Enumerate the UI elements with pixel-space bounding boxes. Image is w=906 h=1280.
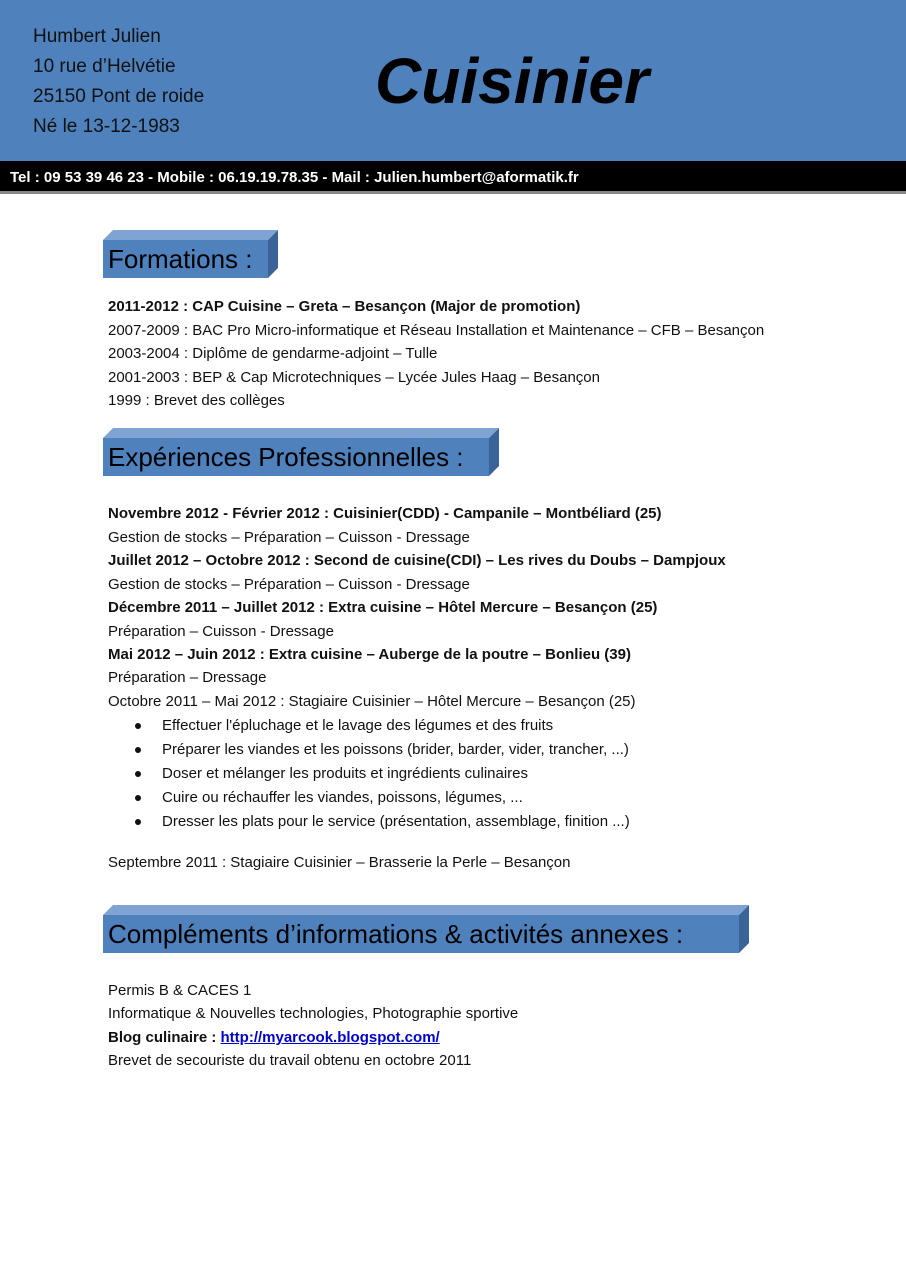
experience-tasks: Gestion de stocks – Préparation – Cuisson - Dressage xyxy=(108,576,470,593)
complements-heading-box xyxy=(103,905,749,953)
formation-item: 2001-2003 : BEP & Cap Microtechniques – Lycée Jules Haag – Besançon xyxy=(108,369,600,386)
experience-title: Septembre 2011 : Stagiaire Cuisinier – Brasserie la Perle – Besançon xyxy=(108,854,571,871)
bullet-icon xyxy=(135,795,141,801)
experiences-heading: Expériences Professionnelles : xyxy=(103,438,489,476)
interests-line: Informatique & Nouvelles technologies, Photographie sportive xyxy=(108,1005,519,1022)
box-top-face xyxy=(103,428,499,438)
internship-task-list xyxy=(108,714,630,834)
list-item xyxy=(108,714,630,738)
permis-line: Permis B & CACES 1 xyxy=(108,982,252,999)
job-title: Cuisinier xyxy=(375,45,649,117)
birth-date: Né le 13-12-1983 xyxy=(33,116,180,137)
list-item-text: Dresser les plats pour le service (présentation, assemblage, finition ...) xyxy=(162,813,630,830)
bullet-icon xyxy=(135,819,141,825)
formation-item: 2007-2009 : BAC Pro Micro-informatique et Réseau Installation et Maintenance – CFB – Besançon xyxy=(108,322,765,339)
blog-link[interactable]: http://myarcook.blogspot.com/ xyxy=(220,1029,440,1046)
experience-title: Novembre 2012 - Février 2012 : Cuisinier(CDD) - Campanile – Montbéliard (25) xyxy=(108,505,662,522)
formations-heading-box xyxy=(103,230,278,278)
experience-title: Octobre 2011 – Mai 2012 : Stagiaire Cuisinier – Hôtel Mercure – Besançon (25) xyxy=(108,693,636,710)
list-item-text: Cuire ou réchauffer les viandes, poissons, légumes, ... xyxy=(162,789,523,806)
formation-item: 2011-2012 : CAP Cuisine – Greta – Besançon (Major de promotion) xyxy=(108,298,581,315)
list-item xyxy=(108,810,630,834)
formations-heading: Formations : xyxy=(103,240,268,278)
bullet-icon xyxy=(135,723,141,729)
identity-block xyxy=(33,22,204,142)
box-top-face xyxy=(103,905,749,915)
list-item-text: Doser et mélanger les produits et ingrédients culinaires xyxy=(162,765,529,782)
experience-title: Juillet 2012 – Octobre 2012 : Second de cuisine(CDI) – Les rives du Doubs – Dampjoux xyxy=(108,552,726,569)
experience-tasks: Préparation – Dressage xyxy=(108,669,267,686)
contact-bar: Tel : 09 53 39 46 23 - Mobile : 06.19.19.78.35 - Mail : Julien.humbert@aformatik.fr xyxy=(0,161,906,194)
experience-tasks: Préparation – Cuisson - Dressage xyxy=(108,623,334,640)
formation-item: 2003-2004 : Diplôme de gendarme-adjoint – Tulle xyxy=(108,345,438,362)
secourisme-line: Brevet de secouriste du travail obtenu en octobre 2011 xyxy=(108,1052,472,1069)
experience-tasks: Gestion de stocks – Préparation – Cuisson - Dressage xyxy=(108,529,470,546)
list-item xyxy=(108,738,630,762)
candidate-name: Humbert Julien xyxy=(33,26,161,47)
box-top-face xyxy=(103,230,278,240)
header-banner xyxy=(0,0,906,161)
address-street: 10 rue d’Helvétie xyxy=(33,56,176,77)
address-city: 25150 Pont de roide xyxy=(33,86,205,107)
blog-line xyxy=(108,1026,440,1049)
experience-title: Mai 2012 – Juin 2012 : Extra cuisine – Auberge de la poutre – Bonlieu (39) xyxy=(108,646,631,663)
bullet-icon xyxy=(135,747,141,753)
experiences-heading-box xyxy=(103,428,499,476)
formation-item: 1999 : Brevet des collèges xyxy=(108,392,285,409)
list-item xyxy=(108,786,630,810)
list-item-text: Effectuer l'épluchage et le lavage des légumes et des fruits xyxy=(162,717,554,734)
blog-label: Blog culinaire : xyxy=(108,1029,221,1046)
complements-heading: Compléments d’informations & activités annexes : xyxy=(103,915,739,953)
bullet-icon xyxy=(135,771,141,777)
list-item-text: Préparer les viandes et les poissons (brider, barder, vider, trancher, ...) xyxy=(162,741,629,758)
list-item xyxy=(108,762,630,786)
experience-title: Décembre 2011 – Juillet 2012 : Extra cuisine – Hôtel Mercure – Besançon (25) xyxy=(108,599,658,616)
